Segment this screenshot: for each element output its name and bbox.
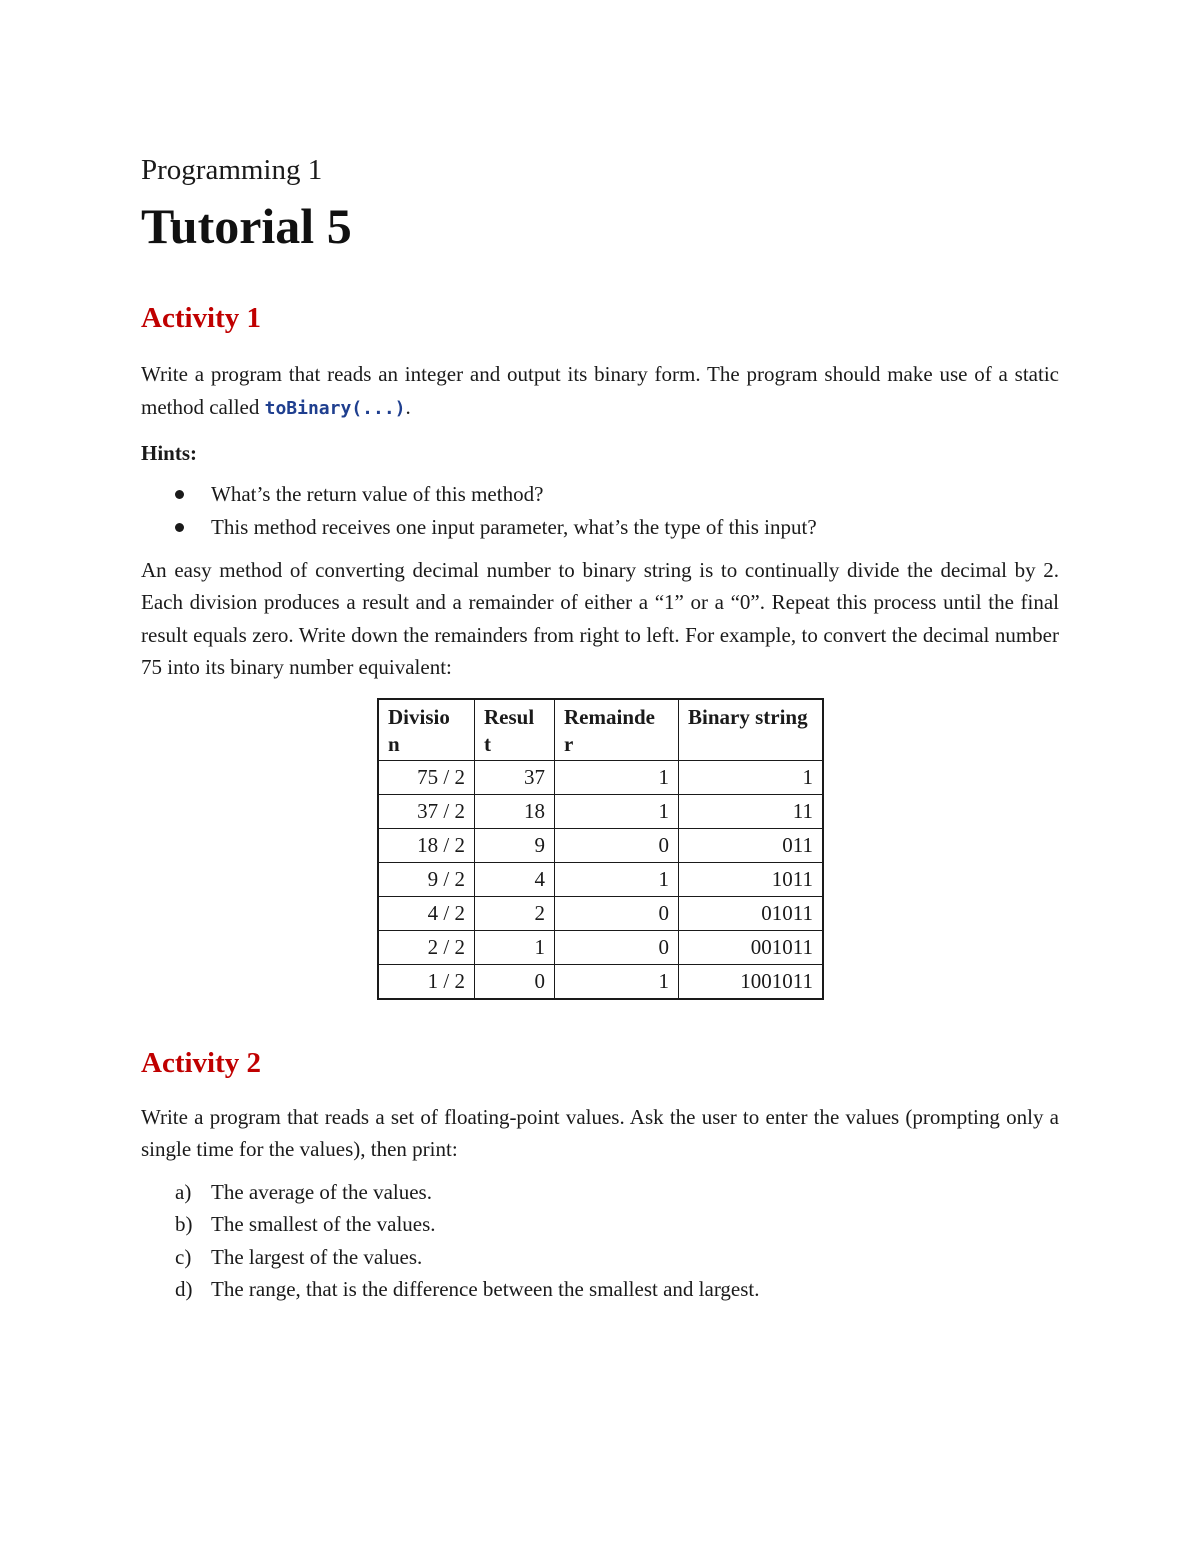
binary-conversion-table: [377, 698, 824, 1000]
hints-list: [141, 478, 1059, 544]
table-row: [378, 896, 823, 930]
activity-1-intro-text: Write a program that reads an integer and output its binary form. The program should make use of a static method called: [141, 362, 1059, 419]
table-header-row: [378, 699, 823, 761]
list-marker: d): [175, 1277, 193, 1301]
cell-remainder: 0: [555, 828, 679, 862]
cell-binary-string: 1: [679, 760, 824, 794]
cell-division: 37 / 2: [378, 794, 475, 828]
hint-item: [141, 478, 1059, 511]
cell-result: 1: [475, 930, 555, 964]
cell-remainder: 1: [555, 964, 679, 999]
list-item-text: The smallest of the values.: [211, 1212, 436, 1236]
column-header-remainder: Remainde r: [555, 699, 679, 761]
cell-result: 37: [475, 760, 555, 794]
course-name: Programming 1: [141, 154, 323, 186]
bullet-icon: [175, 490, 184, 499]
activity-2-intro: Write a program that reads a set of floating-point values. Ask the user to enter the values (prompting only a single time for the values), then print:: [141, 1104, 1059, 1161]
cell-remainder: 1: [555, 862, 679, 896]
list-marker: b): [175, 1212, 193, 1236]
cell-remainder: 0: [555, 930, 679, 964]
list-item-text: The average of the values.: [211, 1179, 432, 1204]
column-header-division: Divisio n: [378, 699, 475, 761]
conversion-explanation: An easy method of converting decimal number to binary string is to continually divide the decimal by 2. Each division produces a result and a remainder of either a “1” or a “0”. Repeat this process until the final result equals zero. Write down the remainders from right to left. For example, to convert the decimal number 75 into its binary number equivalent:: [141, 557, 1059, 679]
table-row: [378, 794, 823, 828]
cell-result: 4: [475, 862, 555, 896]
cell-division: 1 / 2: [378, 964, 475, 999]
method-name-code: toBinary(...): [264, 397, 406, 419]
cell-result: 2: [475, 896, 555, 930]
list-item: [141, 1176, 1059, 1209]
list-item: [141, 1273, 1059, 1306]
cell-binary-string: 1011: [679, 862, 824, 896]
cell-division: 18 / 2: [378, 828, 475, 862]
document-page: [141, 150, 1059, 1306]
cell-remainder: 1: [555, 760, 679, 794]
table-row: [378, 760, 823, 794]
cell-binary-string: 1001011: [679, 964, 824, 999]
hint-text: This method receives one input parameter, what’s the type of this input?: [211, 514, 817, 539]
column-header-result: Resul t: [475, 699, 555, 761]
cell-binary-string: 11: [679, 794, 824, 828]
list-item-text: The largest of the values.: [211, 1244, 423, 1269]
column-header-binary-string: Binary string: [679, 699, 824, 761]
activity-2-heading: Activity 2: [141, 1046, 261, 1079]
cell-result: 18: [475, 794, 555, 828]
hint-text: What’s the return value of this method?: [211, 481, 544, 506]
cell-result: 0: [475, 964, 555, 999]
activity-2-list: [141, 1176, 1059, 1306]
cell-binary-string: 001011: [679, 930, 824, 964]
table-row: [378, 828, 823, 862]
activity-1-intro: [141, 358, 1059, 425]
cell-remainder: 0: [555, 896, 679, 930]
list-marker: c): [175, 1244, 192, 1269]
list-marker: a): [175, 1179, 192, 1204]
list-item: [141, 1241, 1059, 1274]
hint-item: [141, 511, 1059, 544]
activity-1-heading: Activity 1: [141, 302, 261, 334]
bullet-icon: [175, 523, 184, 532]
cell-remainder: 1: [555, 794, 679, 828]
cell-division: 4 / 2: [378, 896, 475, 930]
table-row: [378, 862, 823, 896]
table-row: [378, 964, 823, 999]
cell-result: 9: [475, 828, 555, 862]
cell-division: 9 / 2: [378, 862, 475, 896]
cell-division: 75 / 2: [378, 760, 475, 794]
page-title: Tutorial 5: [141, 198, 352, 254]
table-row: [378, 930, 823, 964]
hints-label: Hints:: [141, 441, 198, 465]
cell-binary-string: 01011: [679, 896, 824, 930]
list-item: [141, 1208, 1059, 1241]
cell-division: 2 / 2: [378, 930, 475, 964]
list-item-text: The range, that is the difference between the smallest and largest.: [211, 1277, 760, 1301]
cell-binary-string: 011: [679, 828, 824, 862]
activity-1-intro-end: .: [405, 394, 411, 419]
